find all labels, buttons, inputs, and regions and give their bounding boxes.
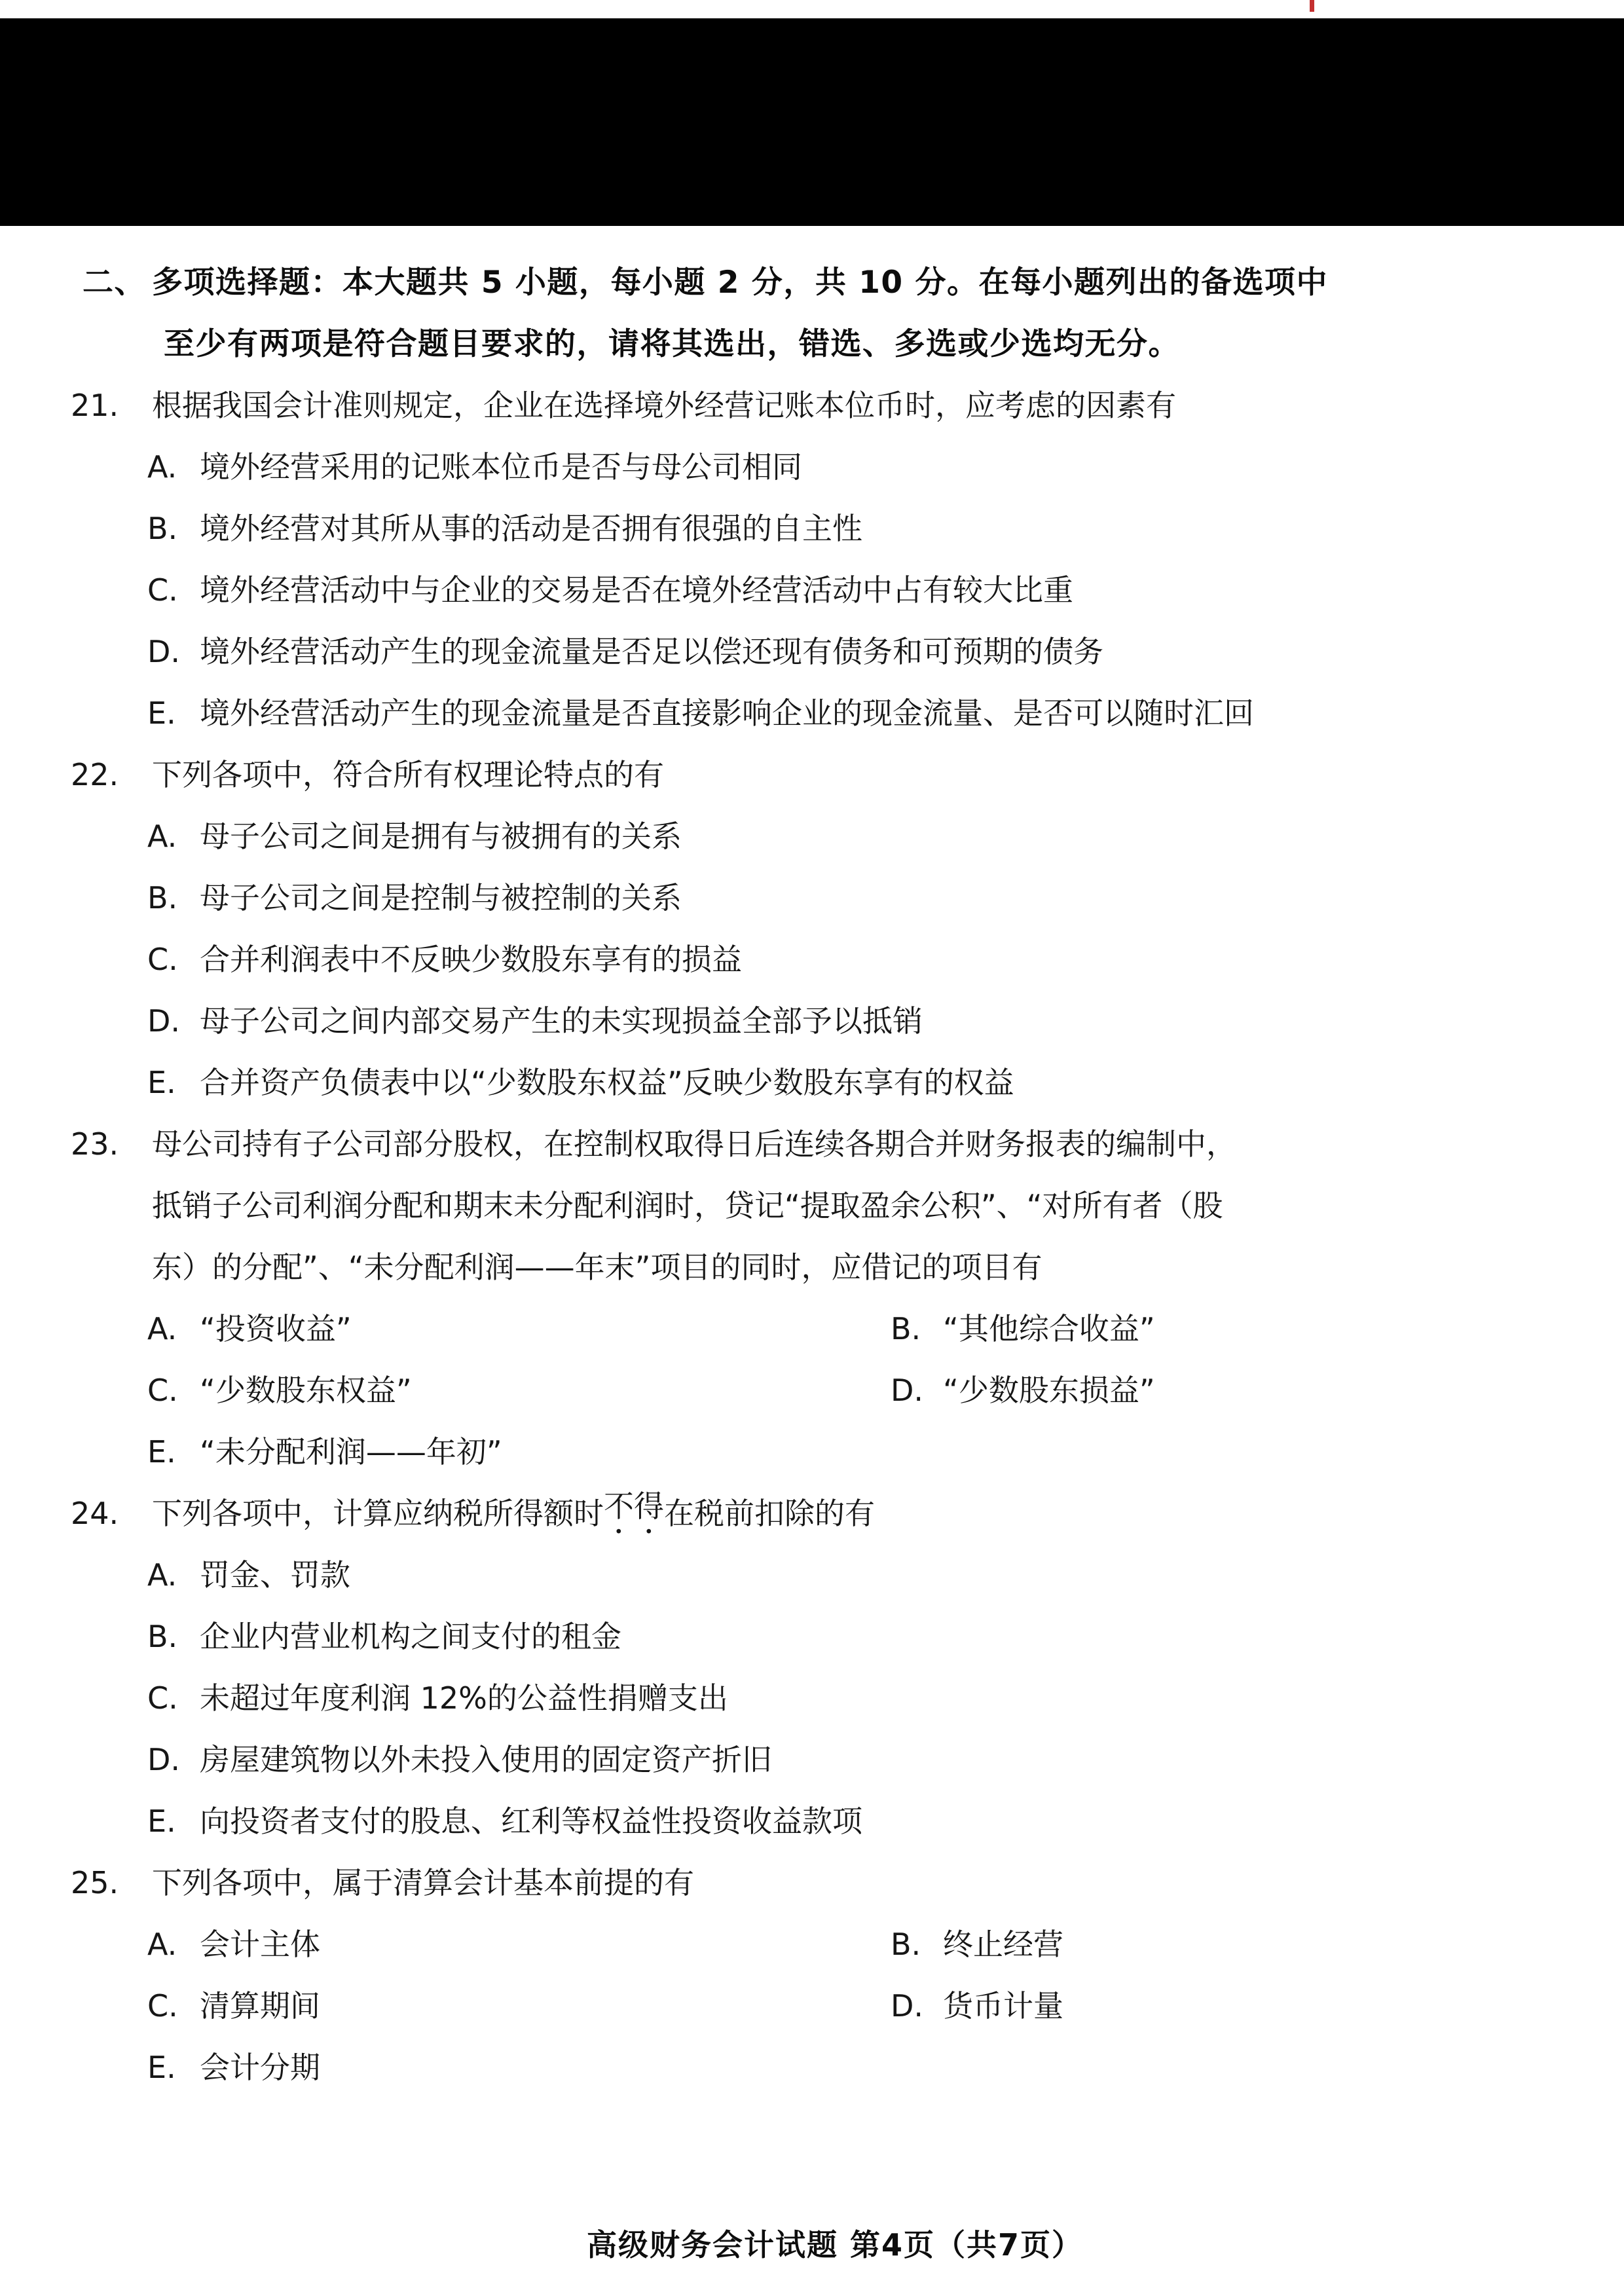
option-text: 母子公司之间内部交易产生的未实现损益全部予以抵销 xyxy=(200,1003,923,1039)
option-text: 母子公司之间是拥有与被拥有的关系 xyxy=(200,819,682,855)
question-number: 21. xyxy=(71,388,119,424)
option-text: 合并资产负债表中以“少数股东权益”反映少数股东享有的权益 xyxy=(200,1065,1014,1101)
question-stem-text: 下列各项中，属于清算会计基本前提的有 xyxy=(152,1865,694,1901)
q21-option-a xyxy=(0,437,1624,498)
option-letter: D. xyxy=(147,634,181,670)
option-letter: B. xyxy=(147,511,178,547)
q25-options-ab xyxy=(0,1914,1624,1976)
option-text: 境外经营采用的记账本位币是否与母公司相同 xyxy=(200,449,802,485)
question-stem-text: 抵销子公司利润分配和期末未分配利润时，贷记“提取盈余公积”、“对所有者（股 xyxy=(152,1188,1223,1224)
q25-options-cd xyxy=(0,1976,1624,2037)
option-letter: B. xyxy=(147,880,178,916)
q22-stem xyxy=(0,745,1624,806)
option-text: “未分配利润——年初” xyxy=(200,1434,502,1470)
option-text: 境外经营活动产生的现金流量是否足以偿还现有债务和可预期的债务 xyxy=(200,634,1103,670)
option-letter: E. xyxy=(147,1065,176,1101)
q21-option-e xyxy=(0,683,1624,745)
exam-content xyxy=(0,252,1624,2099)
option-letter: D. xyxy=(891,1988,924,2024)
question-number: 23. xyxy=(71,1126,119,1162)
option-letter: B. xyxy=(891,1311,921,1347)
section-heading-text1: 多项选择题：本大题共 5 小题，每小题 2 分，共 10 分。在每小题列出的备选项中 xyxy=(152,264,1328,301)
question-number: 24. xyxy=(71,1496,119,1532)
option-letter: D. xyxy=(891,1373,924,1409)
q22-option-b xyxy=(0,868,1624,929)
option-text: 终止经营 xyxy=(943,1927,1063,1963)
option-letter: A. xyxy=(147,1311,177,1347)
q21-stem xyxy=(0,375,1624,437)
option-text: 清算期间 xyxy=(200,1988,320,2024)
option-letter: C. xyxy=(147,1373,178,1409)
q22-option-e xyxy=(0,1052,1624,1114)
option-text: 合并利润表中不反映少数股东享有的损益 xyxy=(200,942,742,978)
option-letter: B. xyxy=(891,1927,921,1963)
option-text: 房屋建筑物以外未投入使用的固定资产折旧 xyxy=(200,1742,772,1778)
q23-options-ab xyxy=(0,1299,1624,1360)
option-text: 境外经营活动产生的现金流量是否直接影响企业的现金流量、是否可以随时汇回 xyxy=(200,695,1254,731)
option-letter: A. xyxy=(147,1557,177,1593)
option-letter: E. xyxy=(147,695,176,731)
option-text: 罚金、罚款 xyxy=(200,1557,350,1593)
question-stem-text: 母公司持有子公司部分股权，在控制权取得日后连续各期合并财务报表的编制中， xyxy=(152,1126,1236,1162)
option-text: “少数股东损益” xyxy=(943,1373,1155,1409)
option-text: 会计主体 xyxy=(200,1927,320,1963)
q24-stem xyxy=(0,1483,1624,1545)
q23-stem-line1 xyxy=(0,1114,1624,1175)
section-heading-text2: 至少有两项是符合题目要求的，请将其选出，错选、多选或少选均无分。 xyxy=(164,325,1180,362)
option-text: “投资收益” xyxy=(200,1311,352,1347)
question-stem-text: 下列各项中，符合所有权理论特点的有 xyxy=(152,757,664,793)
q24-option-e xyxy=(0,1791,1624,1853)
section-number: 二、 xyxy=(83,264,146,301)
option-letter: C. xyxy=(147,942,178,978)
scan-artifact xyxy=(1310,0,1314,12)
section-heading-line1 xyxy=(0,252,1624,314)
option-letter: C. xyxy=(147,572,178,608)
q21-option-d xyxy=(0,621,1624,683)
question-number: 25. xyxy=(71,1865,119,1901)
question-stem-text: 在税前扣除的有 xyxy=(664,1496,875,1532)
section-heading-line2 xyxy=(0,314,1624,375)
q25-stem xyxy=(0,1853,1624,1914)
q22-option-c xyxy=(0,929,1624,991)
q23-stem-line3 xyxy=(0,1237,1624,1299)
q24-option-a xyxy=(0,1545,1624,1606)
option-letter: C. xyxy=(147,1680,178,1716)
option-letter: A. xyxy=(147,1927,177,1963)
question-number: 22. xyxy=(71,757,119,793)
top-banner xyxy=(0,18,1624,226)
option-text: “少数股东权益” xyxy=(200,1373,412,1409)
q22-option-d xyxy=(0,991,1624,1052)
q25-option-e xyxy=(0,2037,1624,2099)
option-letter: D. xyxy=(147,1742,181,1778)
q23-option-e xyxy=(0,1422,1624,1483)
option-letter: A. xyxy=(147,449,177,485)
option-text: 货币计量 xyxy=(943,1988,1063,2024)
option-letter: D. xyxy=(147,1003,181,1039)
q22-option-a xyxy=(0,806,1624,868)
question-stem-text: 东）的分配”、“未分配利润——年末”项目的同时，应借记的项目有 xyxy=(152,1249,1043,1285)
q23-options-cd xyxy=(0,1360,1624,1422)
question-stem-text: 下列各项中，计算应纳税所得额时 xyxy=(152,1496,604,1532)
option-letter: B. xyxy=(147,1619,178,1655)
page-footer: 高级财务会计试题 第4页（共7页） xyxy=(586,2227,1084,2263)
question-stem-text: 根据我国会计准则规定，企业在选择境外经营记账本位币时，应考虑的因素有 xyxy=(152,388,1176,424)
option-letter: E. xyxy=(147,1434,176,1470)
option-text: 未超过年度利润 12%的公益性捐赠支出 xyxy=(200,1680,728,1716)
option-letter: E. xyxy=(147,2050,176,2086)
q21-option-b xyxy=(0,498,1624,560)
question-stem-emphasis: 不得 xyxy=(604,1488,664,1524)
option-text: 会计分期 xyxy=(200,2050,320,2086)
q21-option-c xyxy=(0,560,1624,621)
q24-option-b xyxy=(0,1606,1624,1668)
option-text: 境外经营对其所从事的活动是否拥有很强的自主性 xyxy=(200,511,862,547)
option-letter: E. xyxy=(147,1803,176,1840)
q24-option-d xyxy=(0,1729,1624,1791)
option-text: 企业内营业机构之间支付的租金 xyxy=(200,1619,621,1655)
option-text: 向投资者支付的股息、红利等权益性投资收益款项 xyxy=(200,1803,862,1840)
q23-stem-line2 xyxy=(0,1175,1624,1237)
option-letter: C. xyxy=(147,1988,178,2024)
option-text: 境外经营活动中与企业的交易是否在境外经营活动中占有较大比重 xyxy=(200,572,1073,608)
option-letter: A. xyxy=(147,819,177,855)
option-text: 母子公司之间是控制与被控制的关系 xyxy=(200,880,682,916)
option-text: “其他综合收益” xyxy=(943,1311,1155,1347)
q24-option-c xyxy=(0,1668,1624,1729)
